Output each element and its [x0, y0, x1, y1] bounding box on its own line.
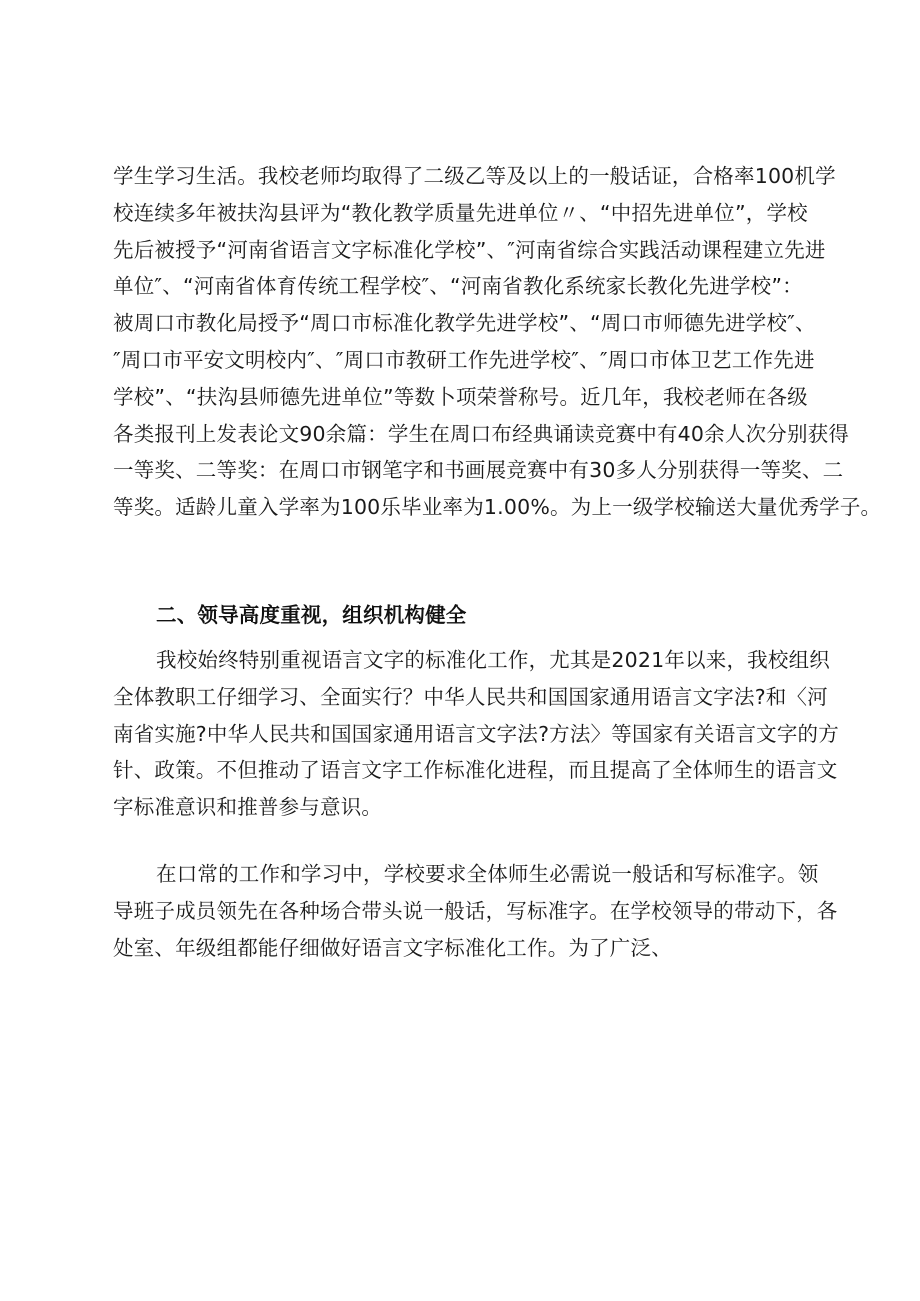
text-line: 等奖。适龄儿童入学率为100乐毕业率为1.00%。为上一级学校输送大量优秀学子。 [113, 495, 882, 520]
text-line: 我校始终特别重视语言文字的标准化工作，尤其是2021年以来，我校组织 [156, 648, 830, 672]
section-heading-block [113, 597, 813, 634]
paragraph-honors [113, 158, 882, 526]
text-line: 在口常的工作和学习中，学校要求全体师生必需说一般话和写标准字。领 [156, 862, 819, 886]
text-line: 处室、年级组都能仔细做好语言文字标准化工作。为了广泛、 [113, 935, 672, 960]
text-line: ″周口市平安文明校内″、″周口市教研工作先进学校″、″周口市体卫艺工作先进 [113, 347, 815, 372]
text-line: 南省实施?中华人民共和国国家通用语言文字法?方法〉等国家有关语言文字的方 [113, 721, 839, 746]
text-line: 先后被授予“河南省语言文字标准化学校”、″河南省综合实践活动课程建立先进 [113, 237, 826, 262]
text-line: 被周口市教化局授予“周口市标准化教学先进学校”、“周口市师德先进学校″、 [113, 311, 816, 336]
text-line: 全体教职工仔细学习、全面实行？中华人民共和国国家通用语言文字法?和〈河 [113, 684, 828, 709]
text-line: 一等奖、二等奖：在周口市钢笔字和书画展竞赛中有30多人分别获得一等奖、二 [113, 458, 844, 483]
text-line: 单位″、“河南省体育传统工程学校″、“河南省教化系统家长教化先进学校”： [113, 274, 803, 299]
text-line: 学校”、“扶沟县师德先进单位”等数卜项荣誉称号。近几年，我校老师在各级 [113, 384, 808, 409]
text-line: 学生学习生活。我校老师均取得了二级乙等及以上的一般话证，合格率100机学 [113, 164, 836, 188]
text-line: 针、政策。不但推动了语言文字工作标准化进程，而且提高了全体师生的语言文 [113, 758, 838, 783]
section-heading: 二、领导高度重视，组织机构健全 [156, 603, 467, 627]
text-line: 校连续多年被扶沟县评为“教化教学质量先进单位〃、“中招先进单位”，学校 [113, 200, 808, 225]
paragraph-policy [113, 642, 839, 826]
text-line: 字标准意识和推普参与意识。 [113, 795, 383, 820]
text-line: 导班子成员领先在各种场合带头说一般话，写标准字。在学校领导的带动下，各 [113, 898, 838, 923]
paragraph-daily-practice [113, 856, 838, 966]
text-line: 各类报刊上发表论文90余篇：学生在周口布经典诵读竞赛中有40余人次分别获得 [113, 421, 850, 446]
